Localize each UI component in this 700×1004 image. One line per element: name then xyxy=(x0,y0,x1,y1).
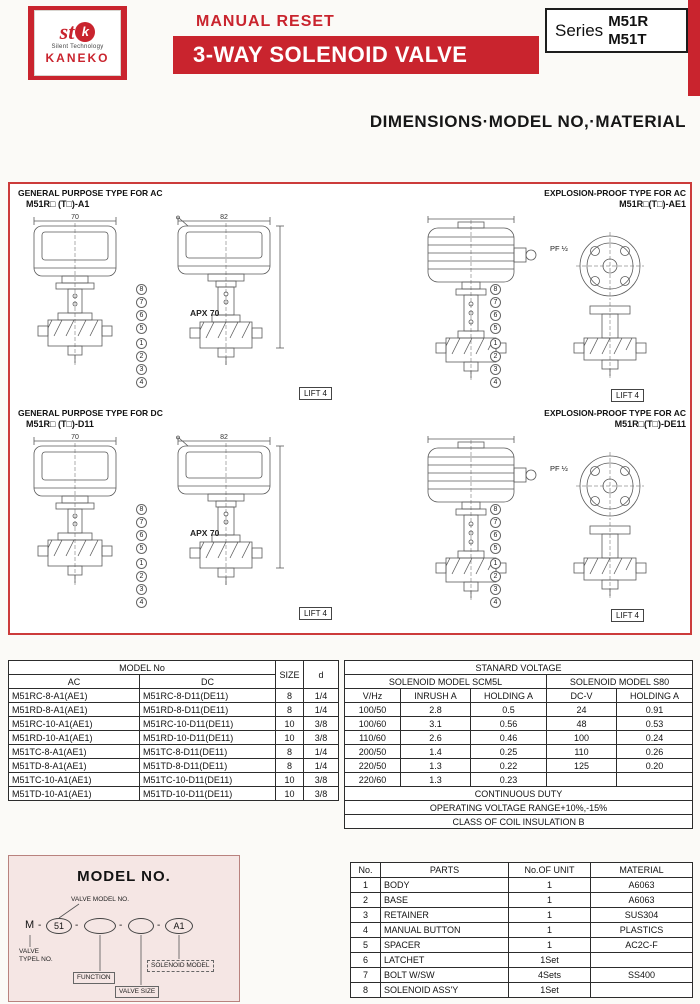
callout-number: 5 xyxy=(136,323,147,334)
table-cell xyxy=(547,773,617,787)
solenoid-model-label: SOLENOID MODEL xyxy=(147,960,214,972)
series-label: Series xyxy=(555,20,604,40)
callout-column-upper xyxy=(136,284,147,334)
drawing-title: EXPLOSION-PROOF TYPE FOR AC xyxy=(544,408,686,418)
voltage-table-body xyxy=(345,703,693,787)
dimension-value: 82 xyxy=(220,434,228,441)
table-cell: 0.26 xyxy=(617,745,693,759)
table-cell: 8 xyxy=(351,983,381,998)
table-row xyxy=(351,983,693,998)
drawing-general-purpose-ac xyxy=(14,188,348,408)
column-header-holding-ac: HOLDING A xyxy=(471,689,547,703)
table-cell: SPACER xyxy=(381,938,509,953)
table-row xyxy=(351,953,693,968)
separator-dash: - xyxy=(119,920,123,931)
table-cell: 1 xyxy=(509,923,591,938)
valve-drawing-svg xyxy=(414,434,679,609)
table-cell: M51RD-8-A1(AE1) xyxy=(9,703,140,717)
table-cell: 1/4 xyxy=(304,703,339,717)
table-cell: M51TC-8-D11(DE11) xyxy=(140,745,276,759)
callout-number: 3 xyxy=(490,364,501,375)
drawing-general-purpose-dc xyxy=(14,408,348,630)
company-logo xyxy=(34,10,121,76)
table-cell: 6 xyxy=(351,953,381,968)
drawing-title: GENERAL PURPOSE TYPE FOR AC xyxy=(18,188,163,198)
table-cell: 0.91 xyxy=(617,703,693,717)
valve-drawing-svg xyxy=(18,434,328,609)
callout-number: 6 xyxy=(136,530,147,541)
table-cell: SS400 xyxy=(591,968,693,983)
table-cell: 1Set xyxy=(509,953,591,968)
table-cell: 1 xyxy=(509,878,591,893)
callout-number: 3 xyxy=(136,364,147,375)
column-header-dcv: DC-V xyxy=(547,689,617,703)
voltage-table-title: STANARD VOLTAGE xyxy=(345,661,693,675)
drawing-explosion-proof-ac xyxy=(412,188,688,408)
callout-number: 4 xyxy=(490,597,501,608)
valve-size-label: VALVE SIZE xyxy=(115,986,159,998)
series-models xyxy=(608,13,648,48)
model-node-valve-model: 51 xyxy=(46,918,72,934)
table-cell: 1 xyxy=(509,938,591,953)
table-cell: M51RC-8-D11(DE11) xyxy=(140,689,276,703)
table-row xyxy=(351,893,693,908)
table-cell: 1 xyxy=(509,908,591,923)
column-header-ac: AC xyxy=(9,675,140,689)
standard-voltage-table xyxy=(344,660,693,829)
table-cell: 0.22 xyxy=(471,759,547,773)
callout-number: 5 xyxy=(136,543,147,554)
separator-dash: - xyxy=(75,920,79,931)
callout-number: 5 xyxy=(490,543,501,554)
drawing-model-no: M51R□(T□)-DE11 xyxy=(614,419,686,429)
callout-number: 8 xyxy=(490,284,501,295)
table-cell: 10 xyxy=(276,773,304,787)
valve-type-label-line1: VALVE xyxy=(19,948,39,955)
callout-number: 1 xyxy=(136,338,147,349)
callout-number: 7 xyxy=(136,517,147,528)
table-cell: 10 xyxy=(276,787,304,801)
table-cell: 0.25 xyxy=(471,745,547,759)
table-cell: 10 xyxy=(276,731,304,745)
drawing-model-no: M51R□ (T□)-D11 xyxy=(26,419,94,429)
group-header-scm5l: SOLENOID MODEL SCM5L xyxy=(345,675,547,689)
table-cell: 1 xyxy=(509,893,591,908)
table-cell: M51TD-10-D11(DE11) xyxy=(140,787,276,801)
table-cell: AC2C-F xyxy=(591,938,693,953)
table-row xyxy=(9,689,339,703)
model-node-function xyxy=(84,918,116,934)
table-cell: 10 xyxy=(276,717,304,731)
table-cell: 3/8 xyxy=(304,773,339,787)
model-number-table xyxy=(8,660,339,801)
model-prefix: M xyxy=(25,919,35,931)
table-cell: PLASTICS xyxy=(591,923,693,938)
table-cell: 3.1 xyxy=(401,717,471,731)
table-row xyxy=(9,787,339,801)
callout-number: 3 xyxy=(136,584,147,595)
drawing-title: GENERAL PURPOSE TYPE FOR DC xyxy=(18,408,163,418)
table-cell: 0.46 xyxy=(471,731,547,745)
table-cell: M51RC-10-D11(DE11) xyxy=(140,717,276,731)
column-header-unit: No.OF UNIT xyxy=(509,863,591,878)
callout-number: 6 xyxy=(490,310,501,321)
table-row xyxy=(9,703,339,717)
table-cell: 5 xyxy=(351,938,381,953)
table-cell: 4Sets xyxy=(509,968,591,983)
valve-drawing-svg xyxy=(18,214,328,389)
valve-type-label-line2: TYPEL NO. xyxy=(19,956,53,964)
table-cell: 125 xyxy=(547,759,617,773)
table-row xyxy=(345,717,693,731)
table-cell: BASE xyxy=(381,893,509,908)
table-row xyxy=(9,773,339,787)
column-header-d: d xyxy=(304,661,339,689)
table-cell: 1/4 xyxy=(304,745,339,759)
parts-material-table xyxy=(350,862,693,998)
table-cell: M51RD-10-D11(DE11) xyxy=(140,731,276,745)
table-cell: A6063 xyxy=(591,893,693,908)
callout-number: 4 xyxy=(136,377,147,388)
table-cell: 220/60 xyxy=(345,773,401,787)
model-node-solenoid: A1 xyxy=(165,918,193,934)
table-row xyxy=(345,773,693,787)
table-cell: 1 xyxy=(351,878,381,893)
callout-column-upper xyxy=(490,284,501,334)
drawing-model-no: M51R□ (T□)-A1 xyxy=(26,199,90,209)
callout-column-lower xyxy=(490,558,501,608)
table-cell: 1.3 xyxy=(401,773,471,787)
logo-text-st: st xyxy=(59,19,75,44)
drawing-explosion-proof-dc xyxy=(412,408,688,630)
function-label: FUNCTION xyxy=(73,972,115,984)
column-header-material: MATERIAL xyxy=(591,863,693,878)
column-header-parts: PARTS xyxy=(381,863,509,878)
lift-label: LIFT 4 xyxy=(611,389,644,402)
table-cell: M51RD-8-D11(DE11) xyxy=(140,703,276,717)
table-cell: M51TD-10-A1(AE1) xyxy=(9,787,140,801)
logo-tagline: Silent Technology xyxy=(51,44,104,50)
table-cell: 2.8 xyxy=(401,703,471,717)
table-row xyxy=(9,745,339,759)
table-cell: 0.23 xyxy=(471,773,547,787)
callout-number: 4 xyxy=(136,597,147,608)
series-model-m51t: M51T xyxy=(608,30,647,48)
model-table-title: MODEL No xyxy=(9,661,276,675)
dimension-drawings-panel xyxy=(8,182,692,635)
table-cell: M51TC-8-A1(AE1) xyxy=(9,745,140,759)
dimension-value: 70 xyxy=(71,434,79,441)
callout-number: 8 xyxy=(136,504,147,515)
footer-continuous-duty: CONTINUOUS DUTY xyxy=(345,787,693,801)
table-row xyxy=(345,703,693,717)
table-cell: M51RC-10-A1(AE1) xyxy=(9,717,140,731)
apx-label: APX 70 xyxy=(190,528,220,538)
table-row xyxy=(345,759,693,773)
table-cell: SUS304 xyxy=(591,908,693,923)
table-cell: 24 xyxy=(547,703,617,717)
table-cell: 2.6 xyxy=(401,731,471,745)
callout-number: 6 xyxy=(136,310,147,321)
table-row xyxy=(9,759,339,773)
group-header-s80: SOLENOID MODEL S80 xyxy=(547,675,693,689)
table-cell: MANUAL BUTTON xyxy=(381,923,509,938)
valve-drawing-svg xyxy=(414,214,679,389)
callout-column-lower xyxy=(490,338,501,388)
logo-company-name: KANEKO xyxy=(45,51,110,65)
pf-thread-label: PF ½ xyxy=(550,464,568,473)
dimension-value: 82 xyxy=(220,214,228,221)
table-row xyxy=(351,968,693,983)
callout-column-upper xyxy=(490,504,501,554)
callout-column-lower xyxy=(136,558,147,608)
drawing-title: EXPLOSION-PROOF TYPE FOR AC xyxy=(544,188,686,198)
table-cell: 3/8 xyxy=(304,717,339,731)
table-row xyxy=(351,878,693,893)
table-cell: M51TC-10-D11(DE11) xyxy=(140,773,276,787)
separator-dash: - xyxy=(157,920,161,931)
table-cell: 0.20 xyxy=(617,759,693,773)
separator-dash: - xyxy=(38,920,42,931)
table-cell: 200/50 xyxy=(345,745,401,759)
callout-number: 7 xyxy=(136,297,147,308)
column-header-inrush: INRUSH A xyxy=(401,689,471,703)
lift-label: LIFT 4 xyxy=(299,607,332,620)
table-cell: 0.53 xyxy=(617,717,693,731)
table-cell: 48 xyxy=(547,717,617,731)
callout-number: 2 xyxy=(490,351,501,362)
table-row xyxy=(345,731,693,745)
model-table-body xyxy=(9,689,339,801)
table-cell: A6063 xyxy=(591,878,693,893)
table-cell: 7 xyxy=(351,968,381,983)
footer-insulation-class: CLASS OF COIL INSULATION B xyxy=(345,815,693,829)
table-cell: M51RC-8-A1(AE1) xyxy=(9,689,140,703)
table-cell: 3/8 xyxy=(304,787,339,801)
table-cell xyxy=(591,953,693,968)
table-cell: 1.3 xyxy=(401,759,471,773)
table-cell: 1Set xyxy=(509,983,591,998)
table-cell: 8 xyxy=(276,689,304,703)
callout-number: 1 xyxy=(136,558,147,569)
lift-label: LIFT 4 xyxy=(299,387,332,400)
model-node-valve-size xyxy=(128,918,154,934)
column-header-vhz: V/Hz xyxy=(345,689,401,703)
table-row xyxy=(351,908,693,923)
table-cell: 8 xyxy=(276,745,304,759)
table-cell: 0.5 xyxy=(471,703,547,717)
table-cell: BODY xyxy=(381,878,509,893)
table-cell: M51TC-10-A1(AE1) xyxy=(9,773,140,787)
table-cell: 0.56 xyxy=(471,717,547,731)
model-no-title: MODEL NO. xyxy=(77,868,171,885)
dimension-value: 70 xyxy=(71,214,79,221)
manual-reset-label: MANUAL RESET xyxy=(196,13,335,30)
callout-number: 2 xyxy=(490,571,501,582)
valve-type-label xyxy=(19,948,53,964)
table-cell xyxy=(617,773,693,787)
table-cell: BOLT W/SW xyxy=(381,968,509,983)
pf-thread-label: PF ½ xyxy=(550,244,568,253)
table-cell: 3 xyxy=(351,908,381,923)
table-cell: 1/4 xyxy=(304,689,339,703)
column-header-holding-dc: HOLDING A xyxy=(617,689,693,703)
red-edge-strip xyxy=(688,0,700,96)
callout-number: 7 xyxy=(490,297,501,308)
table-cell: LATCHET xyxy=(381,953,509,968)
table-row xyxy=(345,745,693,759)
table-cell: M51RD-10-A1(AE1) xyxy=(9,731,140,745)
table-row xyxy=(9,731,339,745)
table-cell xyxy=(591,983,693,998)
table-cell: 8 xyxy=(276,703,304,717)
model-no-legend xyxy=(8,855,240,1002)
callout-number: 6 xyxy=(490,530,501,541)
voltage-table-footers xyxy=(345,787,693,829)
drawing-model-no: M51R□(T□)-AE1 xyxy=(619,199,686,209)
callout-number: 1 xyxy=(490,558,501,569)
parts-table-body xyxy=(351,878,693,998)
callout-number: 8 xyxy=(136,284,147,295)
table-cell: RETAINER xyxy=(381,908,509,923)
callout-number: 2 xyxy=(136,351,147,362)
section-title: DIMENSIONS·MODEL NO,·MATERIAL xyxy=(369,112,686,131)
table-cell: 110 xyxy=(547,745,617,759)
page-title: 3-WAY SOLENOID VALVE xyxy=(173,36,539,74)
callout-number: 2 xyxy=(136,571,147,582)
callout-number: 4 xyxy=(490,377,501,388)
table-row xyxy=(9,717,339,731)
table-cell: 8 xyxy=(276,759,304,773)
table-cell: 1.4 xyxy=(401,745,471,759)
table-cell: 4 xyxy=(351,923,381,938)
lift-label: LIFT 4 xyxy=(611,609,644,622)
apx-label: APX 70 xyxy=(190,308,220,318)
callout-number: 1 xyxy=(490,338,501,349)
table-row xyxy=(351,938,693,953)
callout-number: 7 xyxy=(490,517,501,528)
table-cell: 100/50 xyxy=(345,703,401,717)
column-header-size: SIZE xyxy=(276,661,304,689)
footer-voltage-range: OPERATING VOLTAGE RANGE+10%,-15% xyxy=(345,801,693,815)
table-row xyxy=(351,923,693,938)
table-cell: SOLENOID ASS'Y xyxy=(381,983,509,998)
valve-model-no-label: VALVE MODEL NO. xyxy=(71,896,130,903)
table-cell: 110/60 xyxy=(345,731,401,745)
table-cell: 3/8 xyxy=(304,731,339,745)
callout-number: 8 xyxy=(490,504,501,515)
callout-column-upper xyxy=(136,504,147,554)
table-cell: 100/60 xyxy=(345,717,401,731)
column-header-dc: DC xyxy=(140,675,276,689)
table-cell: 0.24 xyxy=(617,731,693,745)
table-cell: M51TD-8-A1(AE1) xyxy=(9,759,140,773)
callout-number: 5 xyxy=(490,323,501,334)
table-cell: 100 xyxy=(547,731,617,745)
callout-column-lower xyxy=(136,338,147,388)
column-header-no: No. xyxy=(351,863,381,878)
callout-number: 3 xyxy=(490,584,501,595)
logo-k-circle-icon: k xyxy=(75,22,95,42)
table-cell: 1/4 xyxy=(304,759,339,773)
table-cell: 2 xyxy=(351,893,381,908)
table-cell: M51TD-8-D11(DE11) xyxy=(140,759,276,773)
series-box xyxy=(545,8,688,53)
stk-logo-mark xyxy=(60,21,96,43)
series-model-m51r: M51R xyxy=(608,13,649,31)
table-cell: 220/50 xyxy=(345,759,401,773)
